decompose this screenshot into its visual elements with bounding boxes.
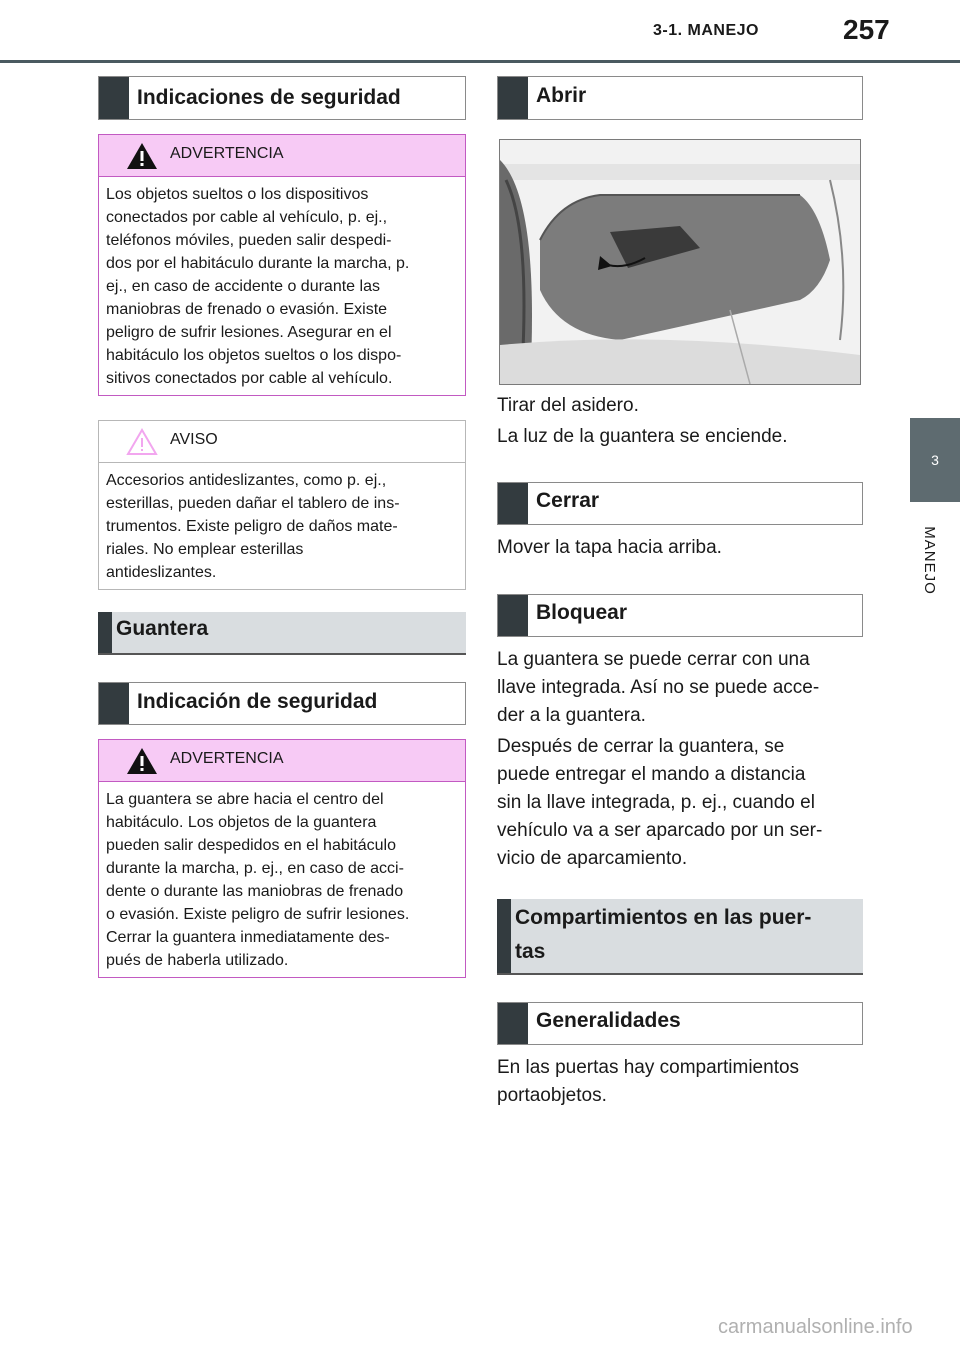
close-instruction: Mover la tapa hacia arriba.	[497, 537, 722, 558]
lock-paragraph-1	[497, 646, 857, 730]
text-line: Accesorios antideslizantes, como p. ej.,	[106, 472, 387, 489]
lock-paragraph-2	[497, 733, 857, 873]
heading-text: Abrir	[536, 84, 587, 107]
open-light-note: La luz de la guantera se enciende.	[497, 426, 788, 447]
watermark: carmanualsonline.info	[718, 1316, 913, 1338]
notice-triangle-icon	[125, 427, 159, 457]
text-line: En las puertas hay compartimientos	[497, 1057, 800, 1078]
heading-text: Indicaciones de seguridad	[137, 86, 401, 109]
warning-text	[99, 177, 465, 390]
header-section-title: 3-1. MANEJO	[653, 22, 759, 39]
text-line: pués de haberla utilizado.	[106, 952, 289, 969]
text-line: sitivos conectados por cable al vehículo.	[106, 370, 393, 387]
text-line: La guantera se puede cerrar con una	[497, 649, 810, 670]
text-line: conectados por cable al vehículo, p. ej.,	[106, 209, 388, 226]
heading-safety-note	[98, 682, 466, 725]
general-paragraph	[497, 1054, 857, 1110]
chapter-tab-number: 3	[931, 452, 939, 468]
warning-label: ADVERTENCIA	[170, 750, 284, 767]
text-line: vehículo va a ser aparcado por un ser-	[497, 820, 823, 841]
glovebox-drawing	[500, 140, 860, 384]
heading-lock	[497, 594, 863, 637]
text-line: der a la guantera.	[497, 705, 646, 726]
heading-general	[497, 1002, 863, 1045]
text-line: ej., en caso de accidente o durante las	[106, 278, 380, 295]
open-instruction: Tirar del asidero.	[497, 395, 639, 416]
heading-text: Guantera	[116, 617, 209, 640]
heading-text: Cerrar	[536, 489, 600, 512]
chapter-side-label-text: MANEJO	[920, 525, 938, 595]
warning-label: ADVERTENCIA	[170, 145, 284, 162]
text-line: Cerrar la guantera inmediatamente des-	[106, 929, 390, 946]
text-line: dos por el habitáculo durante la marcha, p.	[106, 255, 410, 272]
heading-text: Indicación de seguridad	[137, 690, 378, 713]
text-line: durante la marcha, p. ej., en caso de acci-	[106, 860, 404, 877]
heading-glovebox	[98, 612, 466, 655]
heading-close	[497, 482, 863, 525]
glovebox-illustration	[499, 139, 861, 385]
text-line: o evasión. Existe peligro de sufrir lesiones.	[106, 906, 410, 923]
heading-line: tas	[515, 940, 546, 963]
text-line: habitáculo. Los objetos de la guantera	[106, 814, 377, 831]
text-line: dente o durante las maniobras de frenado	[106, 883, 404, 900]
notice-label: AVISO	[170, 431, 218, 448]
text-line: sin la llave integrada, p. ej., cuando el	[497, 792, 815, 813]
page-number: 257	[843, 14, 890, 45]
text-line: riales. No emplear esterillas	[106, 541, 304, 558]
text-line: antideslizantes.	[106, 564, 217, 581]
heading-door-compartments	[497, 899, 863, 975]
text-line: maniobras de frenado o evasión. Existe	[106, 301, 388, 318]
warning-header	[99, 135, 465, 177]
heading-text: Generalidades	[536, 1009, 681, 1032]
header-divider	[0, 60, 960, 63]
text-line: esterillas, pueden dañar el tablero de ins-	[106, 495, 400, 512]
warning-text	[99, 782, 465, 972]
warning-triangle-icon	[125, 141, 159, 171]
notice-text	[99, 463, 465, 584]
text-line: Los objetos sueltos o los dispositivos	[106, 186, 369, 203]
text-line: pueden salir despedidos en el habitáculo	[106, 837, 396, 854]
text-line: Después de cerrar la guantera, se	[497, 736, 785, 757]
heading-open	[497, 76, 863, 120]
heading-text: Bloquear	[536, 601, 628, 624]
warning-box-loose-objects	[98, 134, 466, 396]
text-line: vicio de aparcamiento.	[497, 848, 688, 869]
heading-safety-instructions	[98, 76, 466, 120]
text-line: La guantera se abre hacia el centro del	[106, 791, 384, 808]
text-line: puede entregar el mando a distancia	[497, 764, 806, 785]
notice-box-antislip	[98, 420, 466, 590]
heading-line: Compartimientos en las puer-	[515, 906, 812, 929]
notice-header	[99, 421, 465, 463]
text-line: portaobjetos.	[497, 1085, 607, 1106]
text-line: habitáculo los objetos sueltos o los dispo-	[106, 347, 402, 364]
text-line: teléfonos móviles, pueden salir despedi-	[106, 232, 392, 249]
heading-text	[511, 899, 811, 973]
warning-triangle-icon	[125, 746, 159, 776]
text-line: trumentos. Existe peligro de daños mate-	[106, 518, 398, 535]
text-line: llave integrada. Así no se puede acce-	[497, 677, 820, 698]
warning-header	[99, 740, 465, 782]
warning-box-glovebox	[98, 739, 466, 978]
chapter-side-label	[904, 515, 954, 605]
text-line: peligro de sufrir lesiones. Asegurar en el	[106, 324, 392, 341]
chapter-tab	[910, 418, 960, 502]
